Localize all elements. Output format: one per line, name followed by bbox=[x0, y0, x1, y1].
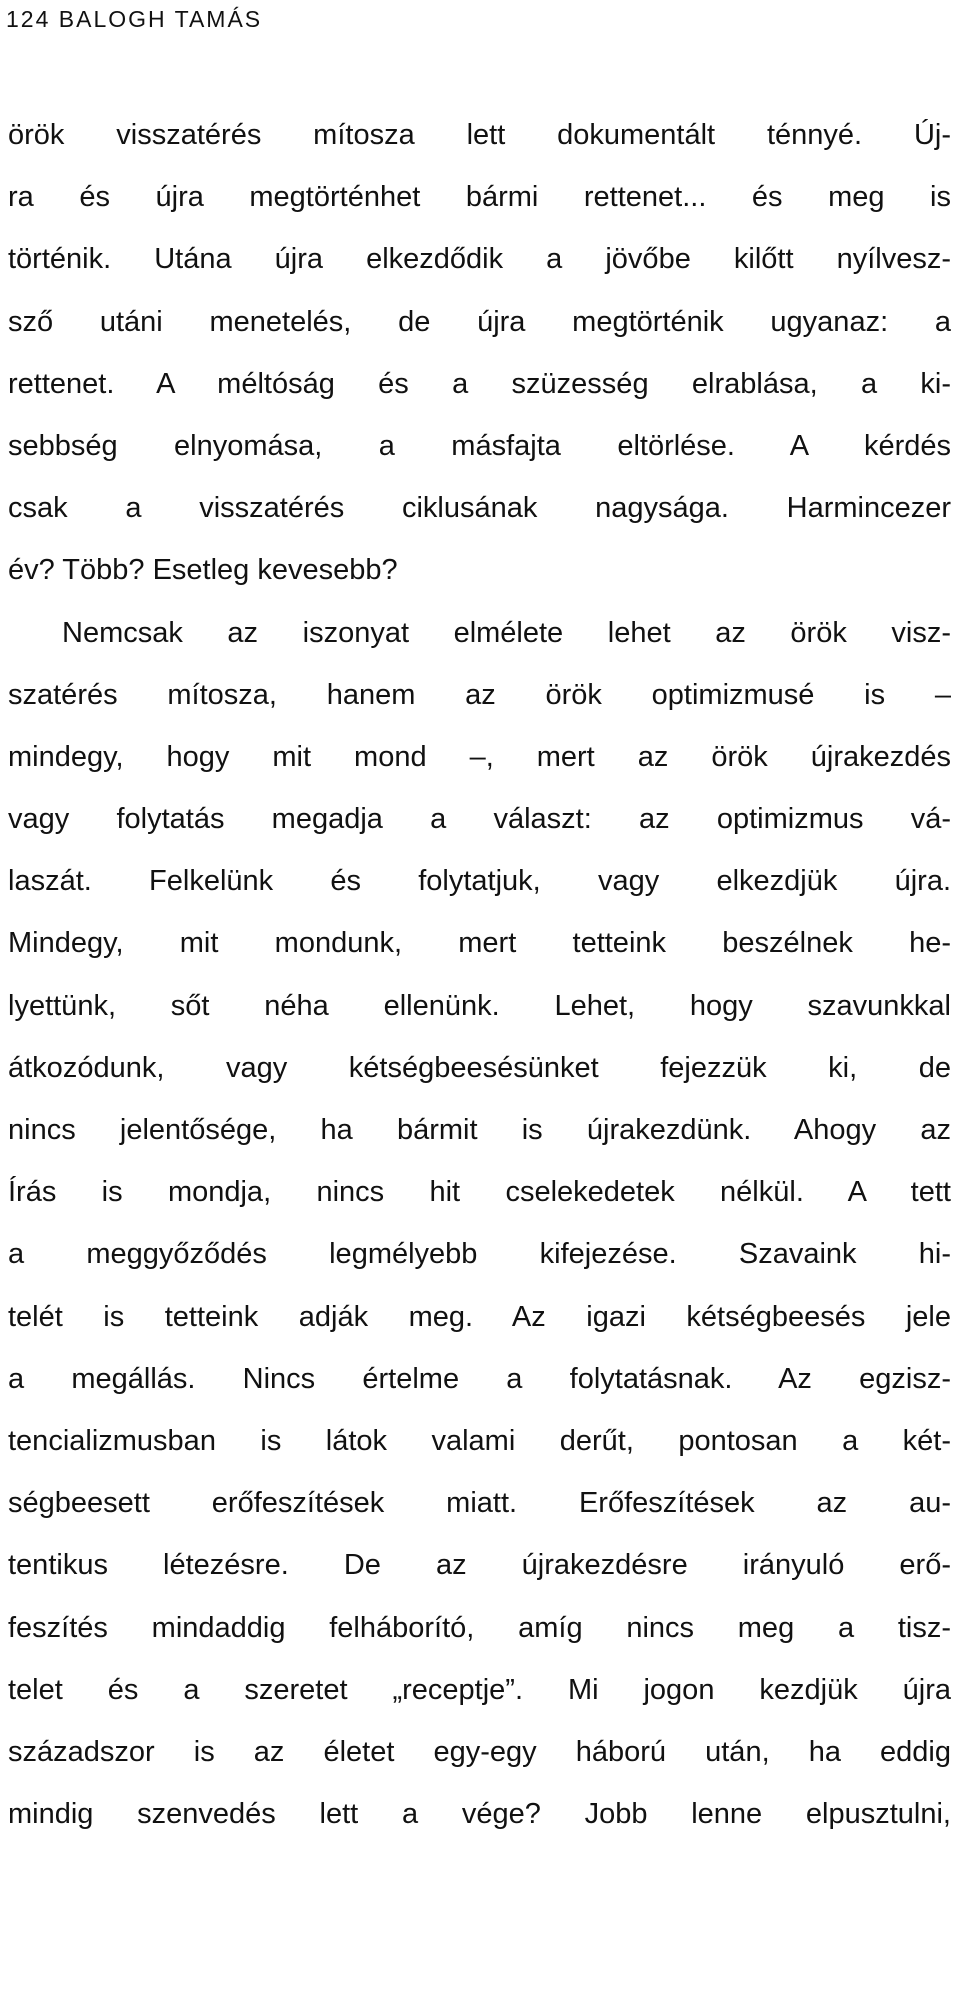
text-line: a megállás. Nincs értelme a folytatásnak. Az egzisz- bbox=[8, 1362, 951, 1395]
text-line: történik. Utána újra elkezdődik a jövőbe kilőtt nyílvesz- bbox=[8, 243, 951, 276]
text-line: telét is tetteink adják meg. Az igazi kétségbeesés jele bbox=[8, 1300, 951, 1333]
text-line: örök visszatérés mítosza lett dokumentált ténnyé. Új- bbox=[8, 119, 951, 151]
text-line: sebbség elnyomása, a másfajta eltörlése. A kérdés bbox=[8, 429, 951, 462]
text-line: sző utáni menetelés, de újra megtörténik ugyanaz: a bbox=[8, 305, 951, 338]
body-text bbox=[8, 118, 951, 1859]
text-line: vagy folytatás megadja a választ: az optimizmus vá- bbox=[8, 803, 951, 836]
text-line: Írás is mondja, nincs hit cselekedetek nélkül. A tett bbox=[8, 1176, 951, 1209]
text-line: tencializmusban is látok valami derűt, pontosan a két- bbox=[8, 1424, 951, 1457]
text-line: századszor is az életet egy-egy háború után, ha eddig bbox=[8, 1735, 951, 1768]
text-line: mindig szenvedés lett a vége? Jobb lenne elpusztulni, bbox=[8, 1798, 951, 1831]
text-line: ségbeesett erőfeszítések miatt. Erőfeszítések az au- bbox=[8, 1487, 951, 1520]
text-line: a meggyőződés legmélyebb kifejezése. Szavaink hi- bbox=[8, 1238, 951, 1271]
text-line: év? Több? Esetleg kevesebb? bbox=[8, 554, 398, 587]
text-line: rettenet. A méltóság és a szüzesség elrablása, a ki- bbox=[8, 367, 951, 400]
text-line: szatérés mítosza, hanem az örök optimizmusé is – bbox=[8, 678, 951, 711]
text-line: laszát. Felkelünk és folytatjuk, vagy elkezdjük újra. bbox=[8, 865, 951, 898]
text-line: mindegy, hogy mit mond –, mert az örök újrakezdés bbox=[8, 740, 951, 773]
text-line: lyettünk, sőt néha ellenünk. Lehet, hogy szavunkkal bbox=[8, 989, 951, 1022]
text-line: csak a visszatérés ciklusának nagysága. Harmincezer bbox=[8, 492, 951, 525]
text-line: telet és a szeretet „receptje”. Mi jogon kezdjük újra bbox=[8, 1673, 951, 1706]
running-head: 124 BALOGH TAMÁS bbox=[6, 6, 263, 32]
text-line: feszítés mindaddig felháborító, amíg nincs meg a tisz- bbox=[8, 1611, 951, 1644]
text-line: Mindegy, mit mondunk, mert tetteink beszélnek he- bbox=[8, 927, 951, 960]
text-line: átkozódunk, vagy kétségbeesésünket fejezzük ki, de bbox=[8, 1051, 951, 1084]
text-line: nincs jelentősége, ha bármit is újrakezdünk. Ahogy az bbox=[8, 1114, 951, 1146]
text-line: Nemcsak az iszonyat elmélete lehet az örök visz- bbox=[62, 616, 951, 649]
text-line: ra és újra megtörténhet bármi rettenet... és meg is bbox=[8, 181, 951, 214]
text-line: tentikus létezésre. De az újrakezdésre irányuló erő- bbox=[8, 1549, 951, 1582]
